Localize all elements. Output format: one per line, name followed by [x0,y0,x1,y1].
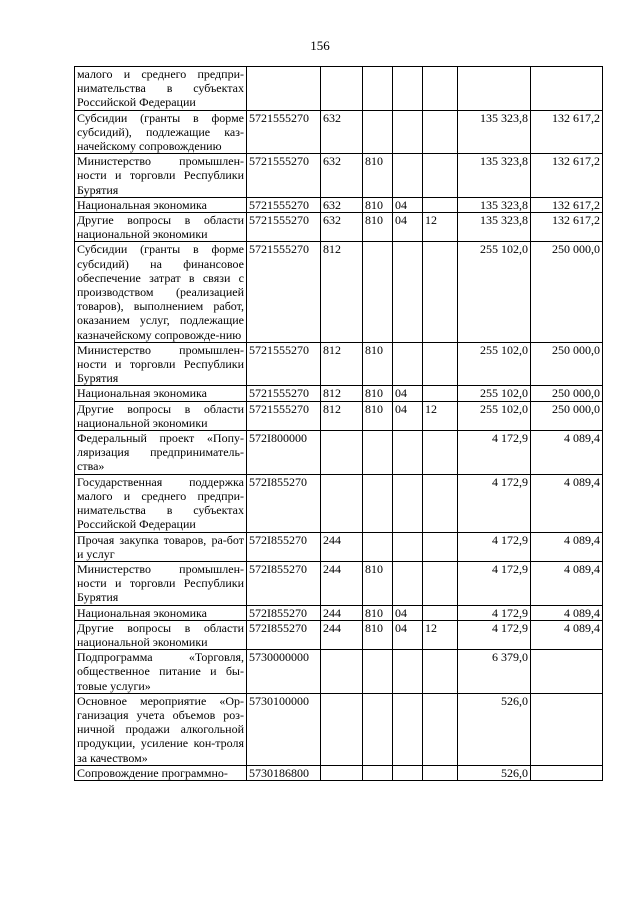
target-article-code-cell: 5730100000 [247,693,321,765]
section-cell: 04 [393,197,423,212]
expense-type-cell [321,693,363,765]
amount-year-1-cell: 4 172,9 [458,474,531,532]
amount-year-2-cell: 4 089,4 [531,431,603,475]
ministry-code-cell: 810 [363,342,393,386]
table-row [75,765,603,780]
subsection-cell [423,386,458,401]
ministry-code-cell: 810 [363,620,393,649]
expense-type-cell [321,765,363,780]
row-name-cell: малого и среднего предпри-нимательства в субъектах Российской Федерации [75,67,247,111]
page-number: 156 [310,38,330,53]
amount-year-1-cell: 255 102,0 [458,242,531,342]
expense-type-cell [321,474,363,532]
table-row [75,474,603,532]
subsection-cell [423,605,458,620]
ministry-code-cell: 810 [363,197,393,212]
ministry-code-cell [363,532,393,561]
subsection-cell [423,474,458,532]
ministry-code-cell: 810 [363,561,393,605]
amount-year-1-cell: 6 379,0 [458,650,531,694]
row-name-cell: Субсидии (гранты в форме субсидий), подлежащие каз-начейскому сопровождению [75,110,247,154]
row-name-cell: Другие вопросы в области национальной экономики [75,213,247,242]
section-cell: 04 [393,401,423,430]
target-article-code-cell: 5730186800 [247,765,321,780]
target-article-code-cell: 5721555270 [247,342,321,386]
amount-year-2-cell: 4 089,4 [531,474,603,532]
amount-year-1-cell: 135 323,8 [458,213,531,242]
amount-year-1-cell: 255 102,0 [458,401,531,430]
row-name-cell: Министерство промышлен-ности и торговли Республики Бурятия [75,561,247,605]
subsection-cell [423,650,458,694]
subsection-cell [423,154,458,198]
subsection-cell: 12 [423,620,458,649]
row-name-cell: Другие вопросы в области национальной экономики [75,620,247,649]
table-row [75,532,603,561]
target-article-code-cell [247,67,321,111]
table-row [75,242,603,342]
amount-year-1-cell: 4 172,9 [458,532,531,561]
table-row [75,431,603,475]
row-name-cell: Основное мероприятие «Ор-ганизация учета объемов роз-ничной продажи алкогольной продукции, усиление кон-троля за качеством» [75,693,247,765]
subsection-cell [423,342,458,386]
row-name-cell: Субсидии (гранты в форме субсидий) на финансовое обеспечение затрат в связи с производством (реализацией товаров), выполнением работ, оказанием услуг, подлежащие казначейскому сопровожде-нию [75,242,247,342]
row-name-cell: Национальная экономика [75,386,247,401]
section-cell [393,693,423,765]
amount-year-1-cell: 526,0 [458,765,531,780]
section-cell [393,474,423,532]
subsection-cell [423,561,458,605]
section-cell [393,342,423,386]
target-article-code-cell: 5721555270 [247,213,321,242]
expense-type-cell: 812 [321,342,363,386]
table-row [75,67,603,111]
expense-type-cell [321,431,363,475]
row-name-cell: Сопровождение программно- [75,765,247,780]
section-cell [393,67,423,111]
table-row [75,154,603,198]
subsection-cell [423,693,458,765]
budget-table [74,66,603,781]
amount-year-2-cell: 250 000,0 [531,342,603,386]
section-cell: 04 [393,605,423,620]
section-cell [393,431,423,475]
target-article-code-cell: 572I855270 [247,474,321,532]
ministry-code-cell [363,67,393,111]
row-name-cell: Государственная поддержка малого и среднего предпри-нимательства в субъектах Российской Федерации [75,474,247,532]
table-row [75,386,603,401]
amount-year-1-cell: 255 102,0 [458,386,531,401]
amount-year-2-cell: 4 089,4 [531,532,603,561]
expense-type-cell: 244 [321,620,363,649]
ministry-code-cell [363,650,393,694]
ministry-code-cell [363,431,393,475]
target-article-code-cell: 572I800000 [247,431,321,475]
ministry-code-cell: 810 [363,386,393,401]
amount-year-2-cell: 4 089,4 [531,561,603,605]
target-article-code-cell: 5721555270 [247,386,321,401]
expense-type-cell: 244 [321,561,363,605]
expense-type-cell [321,67,363,111]
section-cell: 04 [393,386,423,401]
target-article-code-cell: 5721555270 [247,154,321,198]
table-row [75,110,603,154]
amount-year-1-cell: 135 323,8 [458,197,531,212]
subsection-cell [423,110,458,154]
amount-year-1-cell: 135 323,8 [458,110,531,154]
expense-type-cell: 632 [321,154,363,198]
target-article-code-cell: 5721555270 [247,242,321,342]
row-name-cell: Национальная экономика [75,197,247,212]
expense-type-cell [321,650,363,694]
amount-year-2-cell [531,693,603,765]
ministry-code-cell [363,693,393,765]
subsection-cell [423,197,458,212]
table-body [75,67,603,781]
subsection-cell: 12 [423,401,458,430]
row-name-cell: Другие вопросы в области национальной экономики [75,401,247,430]
expense-type-cell: 812 [321,242,363,342]
amount-year-1-cell: 4 172,9 [458,605,531,620]
section-cell [393,242,423,342]
amount-year-2-cell: 132 617,2 [531,213,603,242]
amount-year-2-cell: 132 617,2 [531,154,603,198]
row-name-cell: Министерство промышлен-ности и торговли Республики Бурятия [75,154,247,198]
table-row [75,197,603,212]
amount-year-2-cell: 4 089,4 [531,620,603,649]
section-cell [393,532,423,561]
row-name-cell: Подпрограмма «Торговля, общественное питание и бы-товые услуги» [75,650,247,694]
expense-type-cell: 244 [321,605,363,620]
subsection-cell [423,431,458,475]
target-article-code-cell: 572I855270 [247,532,321,561]
amount-year-1-cell: 4 172,9 [458,620,531,649]
row-name-cell: Прочая закупка товаров, ра-бот и услуг [75,532,247,561]
amount-year-2-cell [531,650,603,694]
expense-type-cell: 632 [321,197,363,212]
expense-type-cell: 812 [321,386,363,401]
amount-year-1-cell: 526,0 [458,693,531,765]
ministry-code-cell: 810 [363,401,393,430]
expense-type-cell: 632 [321,110,363,154]
target-article-code-cell: 5730000000 [247,650,321,694]
table-row [75,620,603,649]
expense-type-cell: 244 [321,532,363,561]
section-cell: 04 [393,213,423,242]
amount-year-2-cell: 132 617,2 [531,110,603,154]
subsection-cell: 12 [423,213,458,242]
section-cell [393,650,423,694]
ministry-code-cell: 810 [363,605,393,620]
row-name-cell: Министерство промышлен-ности и торговли Республики Бурятия [75,342,247,386]
section-cell [393,154,423,198]
amount-year-1-cell: 4 172,9 [458,561,531,605]
row-name-cell: Федеральный проект «Попу-ляризация предприниматель-ства» [75,431,247,475]
table-row [75,213,603,242]
amount-year-1-cell: 135 323,8 [458,154,531,198]
row-name-cell: Национальная экономика [75,605,247,620]
amount-year-1-cell [458,67,531,111]
expense-type-cell: 632 [321,213,363,242]
ministry-code-cell [363,765,393,780]
table-row [75,401,603,430]
amount-year-2-cell: 250 000,0 [531,386,603,401]
ministry-code-cell [363,110,393,154]
amount-year-2-cell: 250 000,0 [531,242,603,342]
section-cell [393,561,423,605]
target-article-code-cell: 5721555270 [247,197,321,212]
amount-year-2-cell: 250 000,0 [531,401,603,430]
table-row [75,650,603,694]
amount-year-2-cell: 4 089,4 [531,605,603,620]
section-cell [393,110,423,154]
amount-year-2-cell [531,67,603,111]
subsection-cell [423,532,458,561]
amount-year-1-cell: 255 102,0 [458,342,531,386]
table-row [75,693,603,765]
subsection-cell [423,67,458,111]
expense-type-cell: 812 [321,401,363,430]
target-article-code-cell: 5721555270 [247,110,321,154]
subsection-cell [423,242,458,342]
ministry-code-cell: 810 [363,154,393,198]
target-article-code-cell: 572I855270 [247,605,321,620]
table-row [75,561,603,605]
amount-year-1-cell: 4 172,9 [458,431,531,475]
target-article-code-cell: 572I855270 [247,561,321,605]
section-cell [393,765,423,780]
subsection-cell [423,765,458,780]
table-row [75,605,603,620]
amount-year-2-cell: 132 617,2 [531,197,603,212]
target-article-code-cell: 5721555270 [247,401,321,430]
amount-year-2-cell [531,765,603,780]
table-row [75,342,603,386]
ministry-code-cell [363,242,393,342]
section-cell: 04 [393,620,423,649]
ministry-code-cell: 810 [363,213,393,242]
target-article-code-cell: 572I855270 [247,620,321,649]
ministry-code-cell [363,474,393,532]
